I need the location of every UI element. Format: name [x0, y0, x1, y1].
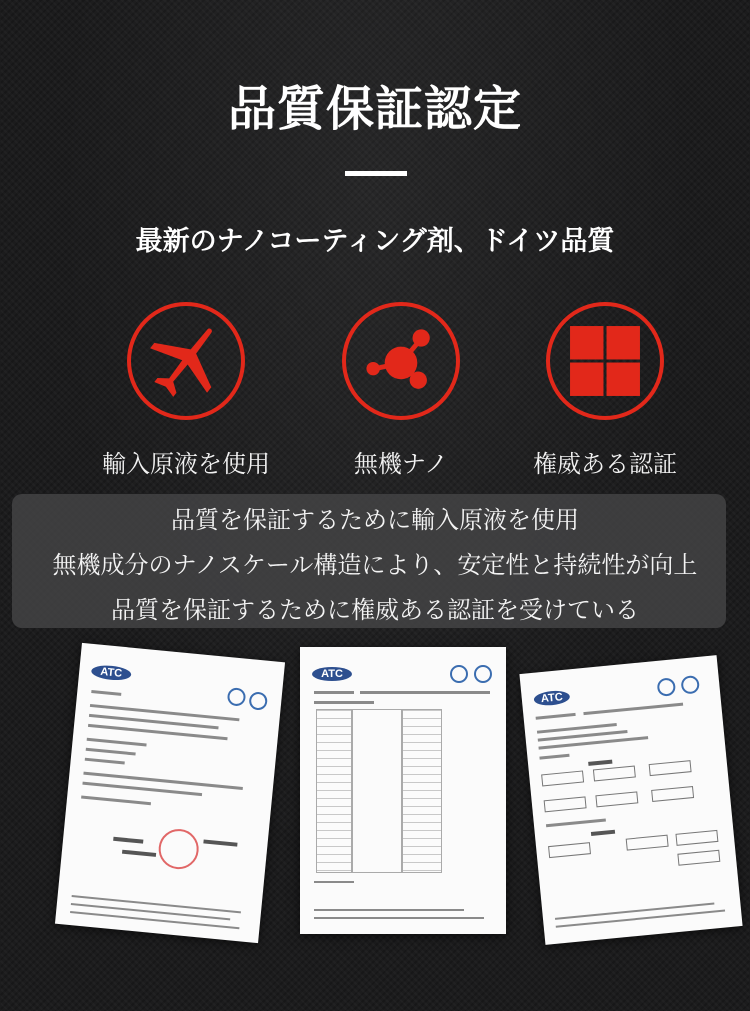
page-title: 品質保証認定: [227, 81, 522, 137]
description-line-3: 品質を保証するために権威ある認証を受けている: [111, 596, 639, 624]
feature-authoritative-cert: [505, 302, 705, 479]
grid-squares-icon: [567, 323, 643, 399]
certificate-document-2: [300, 647, 506, 934]
feature-imported-liquid: [86, 302, 286, 479]
certification-seal-icon: [474, 665, 492, 683]
certification-seal-icon: [657, 677, 677, 697]
title-divider: [345, 171, 407, 176]
feature-label: 無機ナノ: [353, 450, 449, 478]
page-subtitle: 最新のナノコーティング剤、ドイツ品質: [135, 226, 615, 257]
certification-seal-icon: [680, 675, 700, 695]
feature-circle: [127, 302, 245, 420]
feature-label: 権威ある認証: [533, 450, 677, 478]
feature-inorganic-nano: [301, 302, 501, 479]
description-line-2: 無機成分のナノスケール構造により、安定性と持続性が向上: [52, 551, 698, 579]
description-line-1: 品質を保証するために輸入原液を使用: [171, 506, 579, 534]
atc-logo: ATC: [312, 667, 352, 681]
certification-seal-icon: [248, 691, 268, 711]
feature-label: 輸入原液を使用: [102, 450, 270, 478]
certification-seal-icon: [450, 665, 468, 683]
atc-logo: ATC: [91, 664, 132, 682]
feature-circle: [342, 302, 460, 420]
molecule-icon: [353, 313, 449, 409]
atc-logo: ATC: [533, 689, 570, 706]
stamp-seal-icon: [157, 827, 201, 871]
certification-seal-icon: [227, 687, 247, 707]
airplane-icon: [143, 318, 229, 404]
certificate-document-3: [519, 655, 742, 945]
feature-circle: [546, 302, 664, 420]
certificate-document-1: [55, 643, 285, 943]
